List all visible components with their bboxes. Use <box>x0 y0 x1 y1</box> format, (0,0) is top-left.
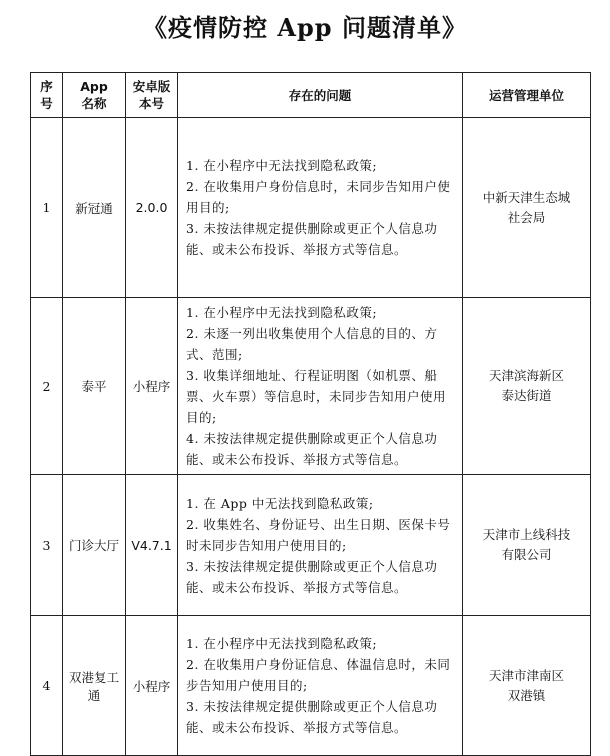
operator-unit: 天津滨海新区 泰达街道 <box>463 298 591 475</box>
header-operator: 运营管理单位 <box>463 73 591 118</box>
app-version: 2.0.0 <box>126 118 178 298</box>
issue-item: 2. 在收集用户身份信息时，未同步告知用户使用目的; <box>186 179 451 215</box>
issue-list <box>178 616 463 756</box>
table-row <box>31 616 591 756</box>
row-number: 4 <box>31 616 63 756</box>
header-app-name: App 名称 <box>63 73 126 118</box>
operator-unit: 天津市上线科技 有限公司 <box>463 475 591 616</box>
table-row <box>31 298 591 475</box>
header-issues: 存在的问题 <box>178 73 463 118</box>
issue-list <box>178 118 463 298</box>
issue-item: 2. 未逐一列出收集使用个人信息的目的、方式、范围; <box>186 326 438 362</box>
header-android-version: 安卓版 本号 <box>126 73 178 118</box>
issue-list <box>178 298 463 475</box>
header-no: 序 号 <box>31 73 63 118</box>
table-header-row <box>31 73 591 118</box>
issue-item: 4. 未按法律规定提供删除或更正个人信息功能、或未公布投诉、举报方式等信息。 <box>186 431 438 467</box>
issue-table <box>30 72 591 756</box>
issue-item: 1. 在小程序中无法找到隐私政策; <box>186 305 378 320</box>
row-number: 2 <box>31 298 63 475</box>
app-version: 小程序 <box>126 298 178 475</box>
app-name: 泰平 <box>63 298 126 475</box>
row-number: 3 <box>31 475 63 616</box>
issue-item: 3. 未按法律规定提供删除或更正个人信息功能、或未公布投诉、举报方式等信息。 <box>186 699 438 735</box>
issue-item: 3. 未按法律规定提供删除或更正个人信息功能、或未公布投诉、举报方式等信息。 <box>186 558 438 595</box>
issue-list <box>178 475 463 616</box>
issue-item: 2. 在收集用户身份证信息、体温信息时，未同步告知用户使用目的; <box>186 657 451 693</box>
app-version: V4.7.1 <box>126 475 178 616</box>
issue-item: 1. 在 App 中无法找到隐私政策; <box>186 495 374 511</box>
issue-item: 3. 收集详细地址、行程证明图（如机票、船票、火车票）等信息时，未同步告知用户使用目的; <box>186 368 447 425</box>
document-title: 《疫情防控 App 问题清单》 <box>143 13 467 42</box>
operator-unit: 中新天津生态城 社会局 <box>463 118 591 298</box>
table-row <box>31 118 591 298</box>
app-version: 小程序 <box>126 616 178 756</box>
issue-item: 2. 收集姓名、身份证号、出生日期、医保卡号时未同步告知用户使用目的; <box>186 516 451 553</box>
table-row <box>31 475 591 616</box>
app-name: 门诊大厅 <box>63 475 126 616</box>
issue-item: 1. 在小程序中无法找到隐私政策; <box>186 636 378 651</box>
app-name: 双港复工通 <box>63 616 126 756</box>
app-name: 新冠通 <box>63 118 126 298</box>
operator-unit: 天津市津南区 双港镇 <box>463 616 591 756</box>
row-number: 1 <box>31 118 63 298</box>
issue-item: 1. 在小程序中无法找到隐私政策; <box>186 158 378 173</box>
issue-item: 3. 未按法律规定提供删除或更正个人信息功能、或未公布投诉、举报方式等信息。 <box>186 221 438 257</box>
